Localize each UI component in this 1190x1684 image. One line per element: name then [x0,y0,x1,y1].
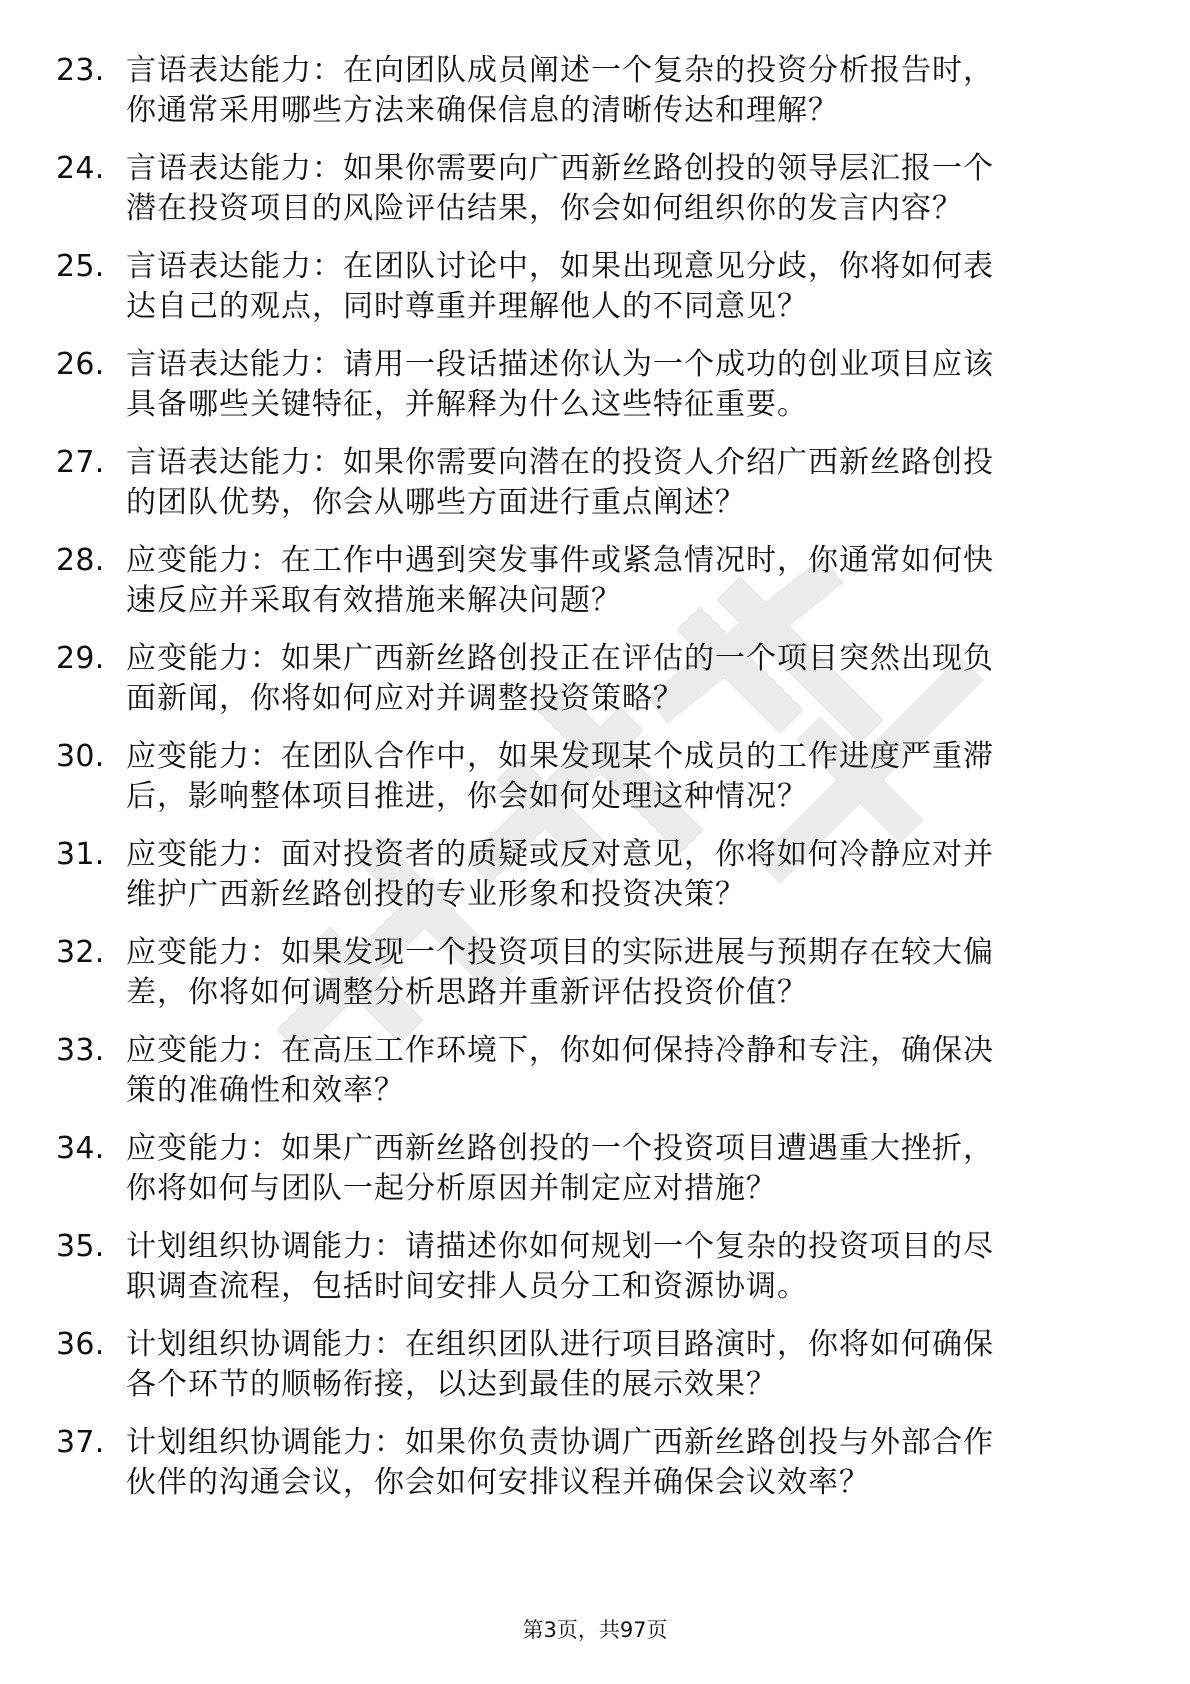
question-number: 31. [56,837,105,872]
question-number: 36. [56,1327,105,1362]
question-number: 25. [56,249,105,284]
question-item [56,443,1136,541]
question-number: 26. [56,347,105,382]
question-number: 24. [56,151,105,186]
question-item [56,737,1136,835]
question-number: 33. [56,1033,105,1068]
question-text: 言语表达能力：如果你需要向广西新丝路创投的领导层汇报一个 潜在投资项目的风险评估结果，你会如何组织你的发言内容？ [126,151,994,226]
question-text: 应变能力：面对投资者的质疑或反对意见，你将如何冷静应对并 维护广西新丝路创投的专业形象和投资决策？ [126,837,994,912]
question-text: 计划组织协调能力：如果你负责协调广西新丝路创投与外部合作 伙伴的沟通会议，你会如何安排议程并确保会议效率？ [126,1425,994,1500]
question-text: 言语表达能力：请用一段话描述你认为一个成功的创业项目应该 具备哪些关键特征，并解释为什么这些特征重要。 [126,347,994,422]
question-item [56,1031,1136,1129]
question-text: 计划组织协调能力：在组织团队进行项目路演时，你将如何确保 各个环节的顺畅衔接，以达到最佳的展示效果？ [126,1327,994,1402]
question-item [56,835,1136,933]
question-text: 应变能力：在团队合作中，如果发现某个成员的工作进度严重滞 后，影响整体项目推进，你会如何处理这种情况？ [126,739,994,814]
question-text: 应变能力：如果广西新丝路创投正在评估的一个项目突然出现负 面新闻，你将如何应对并调整投资策略？ [126,641,994,716]
question-number: 37. [56,1425,105,1460]
question-text: 应变能力：如果发现一个投资项目的实际进展与预期存在较大偏 差，你将如何调整分析思路并重新评估投资价值？ [126,935,994,1010]
question-number: 28. [56,543,105,578]
question-number: 23. [56,53,105,88]
question-text: 应变能力：在工作中遇到突发事件或紧急情况时，你通常如何快 速反应并采取有效措施来解决问题？ [126,543,994,618]
question-item [56,1129,1136,1227]
question-item [56,149,1136,247]
question-text: 应变能力：在高压工作环境下，你如何保持冷静和专注，确保决 策的准确性和效率？ [126,1033,994,1108]
question-item [56,247,1136,345]
question-text: 言语表达能力：在向团队成员阐述一个复杂的投资分析报告时， 你通常采用哪些方法来确保信息的清晰传达和理解？ [126,53,994,128]
question-number: 29. [56,641,105,676]
question-item [56,541,1136,639]
question-text: 言语表达能力：在团队讨论中，如果出现意见分歧，你将如何表 达自己的观点，同时尊重并理解他人的不同意见？ [126,249,994,324]
question-text: 应变能力：如果广西新丝路创投的一个投资项目遭遇重大挫折， 你将如何与团队一起分析原因并制定应对措施？ [126,1131,994,1206]
question-item [56,1423,1136,1521]
question-number: 34. [56,1131,105,1166]
question-text: 言语表达能力：如果你需要向潜在的投资人介绍广西新丝路创投 的团队优势，你会从哪些方面进行重点阐述？ [126,445,994,520]
question-list [56,51,1136,1521]
question-number: 27. [56,445,105,480]
question-item [56,933,1136,1031]
question-number: 32. [56,935,105,970]
question-item [56,51,1136,149]
question-item [56,639,1136,737]
question-item [56,1227,1136,1325]
question-number: 35. [56,1229,105,1264]
question-text: 计划组织协调能力：请描述你如何规划一个复杂的投资项目的尽 职调查流程，包括时间安排人员分工和资源协调。 [126,1229,994,1304]
question-number: 30. [56,739,105,774]
page-number: 第3页，共97页 [522,1618,668,1642]
question-item [56,345,1136,443]
question-item [56,1325,1136,1423]
